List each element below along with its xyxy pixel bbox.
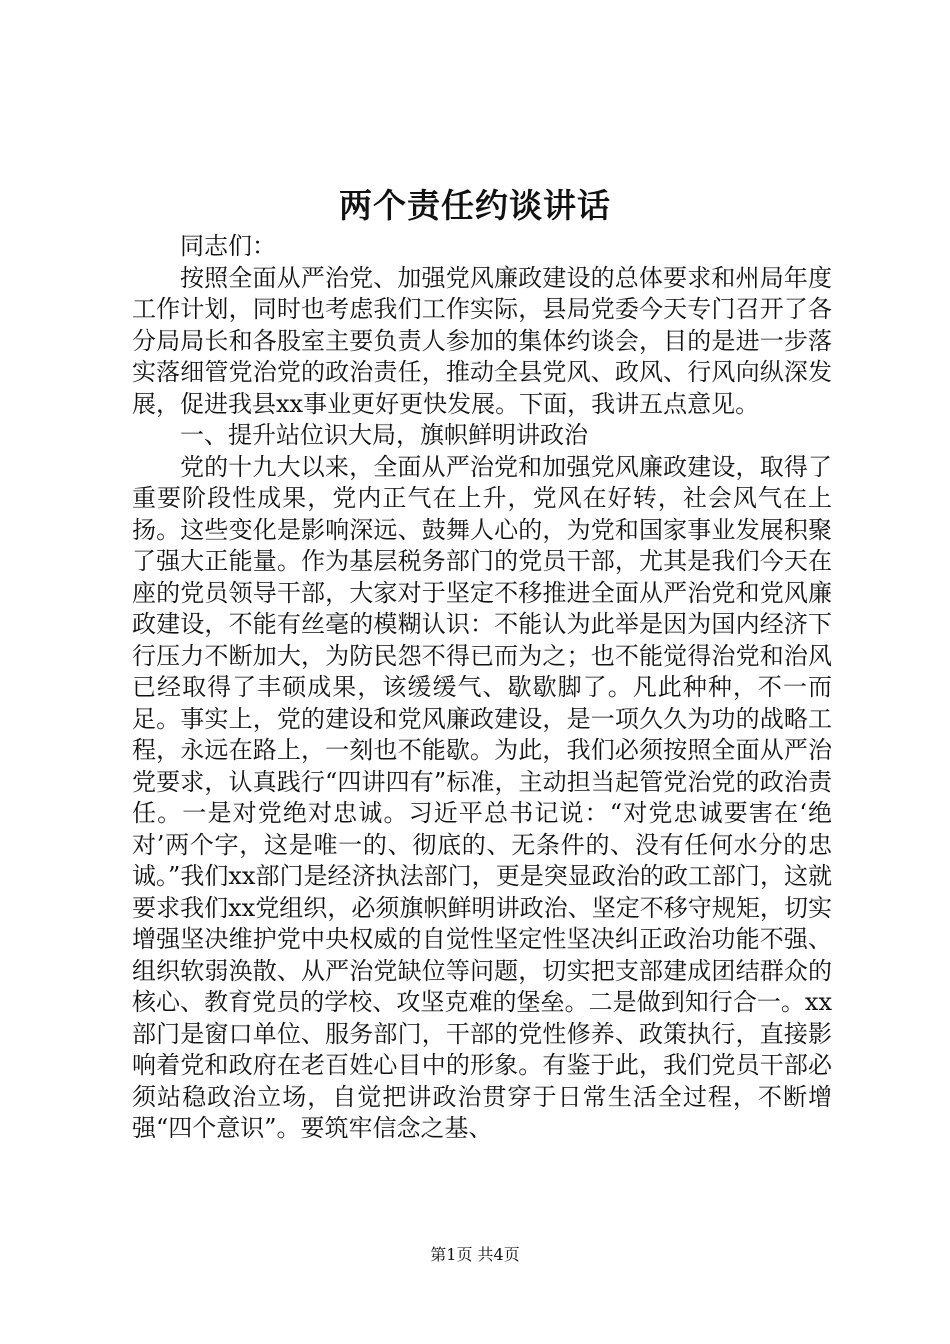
document-body bbox=[132, 231, 832, 1145]
document-title: 两个责任约谈讲话 bbox=[339, 186, 611, 225]
intro-paragraph: 按照全面从严治党、加强党风廉政建设的总体要求和州局年度工作计划，同时也考虑我们工作实际，县局党委今天专门召开了各分局局长和各股室主要负责人参加的集体约谈会，目的是进一步落实落细管党治党的政治责任，推动全县党风、政风、行风向纵深发展，促进我县xx事业更好更快发展。下面，我讲五点意见。 bbox=[132, 263, 832, 418]
body-paragraph: 党的十九大以来，全面从严治党和加强党风廉政建设，取得了重要阶段性成果，党内正气在上升，党风在好转，社会风气在上扬。这些变化是影响深远、鼓舞人心的，为党和国家事业发展积聚了强大正能量。作为基层税务部门的党员干部，尤其是我们今天在座的党员领导干部，大家对于坚定不移推进全面从严治党和党风廉政建设，不能有丝毫的模糊认识：不能认为此举是因为国内经济下行压力不断加大，为防民怨不得已而为之；也不能觉得治党和治风已经取得了丰硕成果，该缓缓气、歇歇脚了。凡此种种，不一而足。事实上，党的建设和党风廉政建设，是一项久久为功的战略工程，永远在路上，一刻也不能歇。为此，我们必须按照全面从严治党要求，认真践行“四讲四有”标准，主动担当起管党治党的政治责任。一是对党绝对忠诚。习近平总书记说：“对党忠诚要害在‘绝对’两个字，这是唯一的、彻底的、无条件的、没有任何水分的忠诚。”我们xx部门是经济执法部门，更是突显政治的政工部门，这就要求我们xx党组织，必须旗帜鲜明讲政治、坚定不移守规矩，切实增强坚决维护党中央权威的自觉性坚定性坚决纠正政治功能不强、组织软弱涣散、从严治党缺位等问题，切实把支部建成团结群众的核心、教育党员的学校、攻坚克难的堡垒。二是做到知行合一。xx部门是窗口单位、服务部门，干部的党性修养、政策执行，直接影响着党和政府在老百姓心目中的形象。有鉴于此，我们党员干部必须站稳政治立场，自觉把讲政治贯穿于日常生活全过程，不断增强“四个意识”。要筑牢信念之基、 bbox=[132, 452, 832, 1142]
salutation-paragraph: 同志们： bbox=[180, 232, 276, 260]
page-footer: 第1页 共4页 bbox=[430, 1245, 520, 1264]
section-heading: 一、提升站位识大局，旗帜鲜明讲政治 bbox=[180, 421, 588, 449]
